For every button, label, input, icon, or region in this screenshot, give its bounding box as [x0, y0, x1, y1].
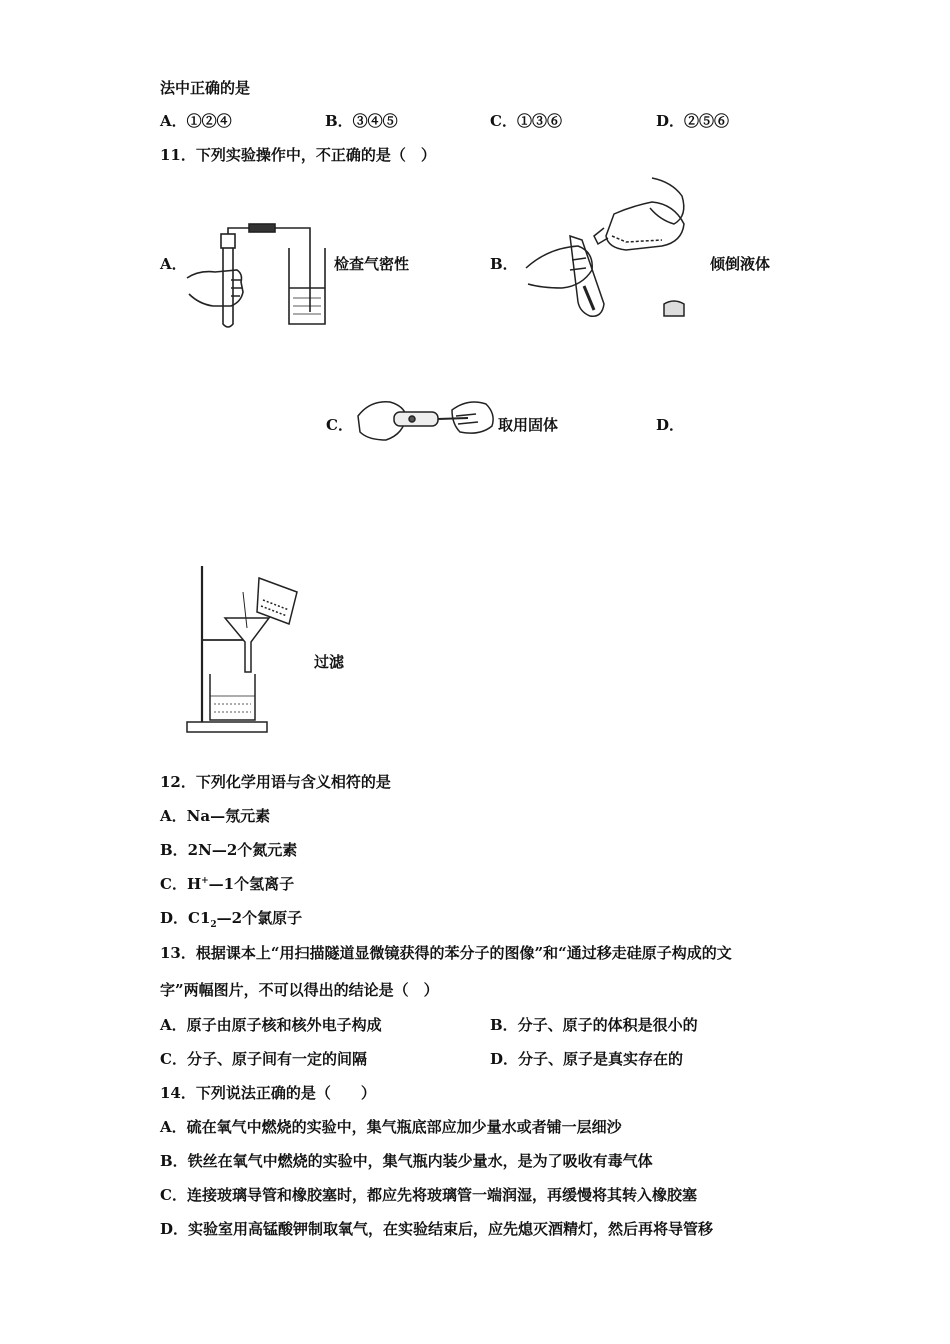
q13-option-c: C．分子、原子间有一定的间隔 — [160, 1050, 367, 1068]
q11-option-b-label: 倾倒液体 — [710, 255, 771, 273]
q11-option-b-letter: B． — [490, 255, 518, 273]
q11-option-d-letter: D． — [656, 416, 685, 434]
q10-option-c: C．①③⑥ — [490, 112, 562, 130]
q13-stem-line1: 13．根据课本上“用扫描隧道显微镜获得的苯分子的图像”和“通过移走硅原子构成的文 — [160, 944, 732, 962]
q12-option-d-pre: D．C1 — [160, 909, 211, 927]
q11-option-a-letter: A． — [160, 255, 187, 273]
q14-option-d: D．实验室用高锰酸钾制取氧气，在实验结束后，应先熄灭酒精灯，然后再将导管移 — [160, 1220, 714, 1238]
take-solid-illustration — [356, 396, 496, 446]
q13-option-a: A．原子由原子核和核外电子构成 — [160, 1016, 382, 1034]
q12-option-c-superscript: + — [201, 876, 209, 886]
q13-option-b: B．分子、原子的体积是很小的 — [490, 1016, 698, 1034]
q12-stem: 12．下列化学用语与含义相符的是 — [160, 773, 391, 791]
q12-option-a: A．Na—氖元素 — [160, 807, 271, 825]
q12-option-d-post: —2个氯原子 — [216, 909, 303, 927]
q14-option-b: B．铁丝在氧气中燃烧的实验中，集气瓶内装少量水，是为了吸收有毒气体 — [160, 1152, 653, 1170]
pour-liquid-illustration — [522, 176, 700, 328]
q11-option-c-letter: C． — [326, 416, 353, 434]
q12-option-c — [160, 874, 294, 894]
q13-option-d: D．分子、原子是真实存在的 — [490, 1050, 684, 1068]
q11-option-c-label: 取用固体 — [498, 416, 559, 434]
q10-option-b: B．③④⑤ — [325, 112, 398, 130]
q14-option-c: C．连接玻璃导管和橡胶塞时，都应先将玻璃管一端润湿，再缓慢将其转入橡胶塞 — [160, 1186, 697, 1204]
q11-option-a-label: 检查气密性 — [334, 255, 410, 273]
filtration-illustration — [185, 562, 310, 737]
q14-stem: 14．下列说法正确的是（ ） — [160, 1084, 376, 1102]
q10-stem-tail: 法中正确的是 — [160, 79, 251, 97]
q12-option-c-pre: C．H — [160, 875, 202, 893]
airtightness-check-illustration — [185, 220, 330, 332]
q12-option-d-subscript: 2 — [210, 920, 217, 930]
q10-option-a: A．①②④ — [160, 112, 232, 130]
q12-option-d — [160, 908, 302, 928]
q11-stem: 11．下列实验操作中，不正确的是（ ） — [160, 146, 436, 164]
q11-option-d-label: 过滤 — [314, 653, 345, 671]
q13-stem-line2: 字”两幅图片，不可以得出的结论是（ ） — [160, 981, 439, 999]
q12-option-b: B．2N—2个氮元素 — [160, 841, 298, 859]
q14-option-a: A．硫在氧气中燃烧的实验中，集气瓶底部应加少量水或者铺一层细沙 — [160, 1118, 622, 1136]
q12-option-c-post: —1个氢离子 — [208, 875, 295, 893]
q10-option-d: D．②⑤⑥ — [656, 112, 730, 130]
